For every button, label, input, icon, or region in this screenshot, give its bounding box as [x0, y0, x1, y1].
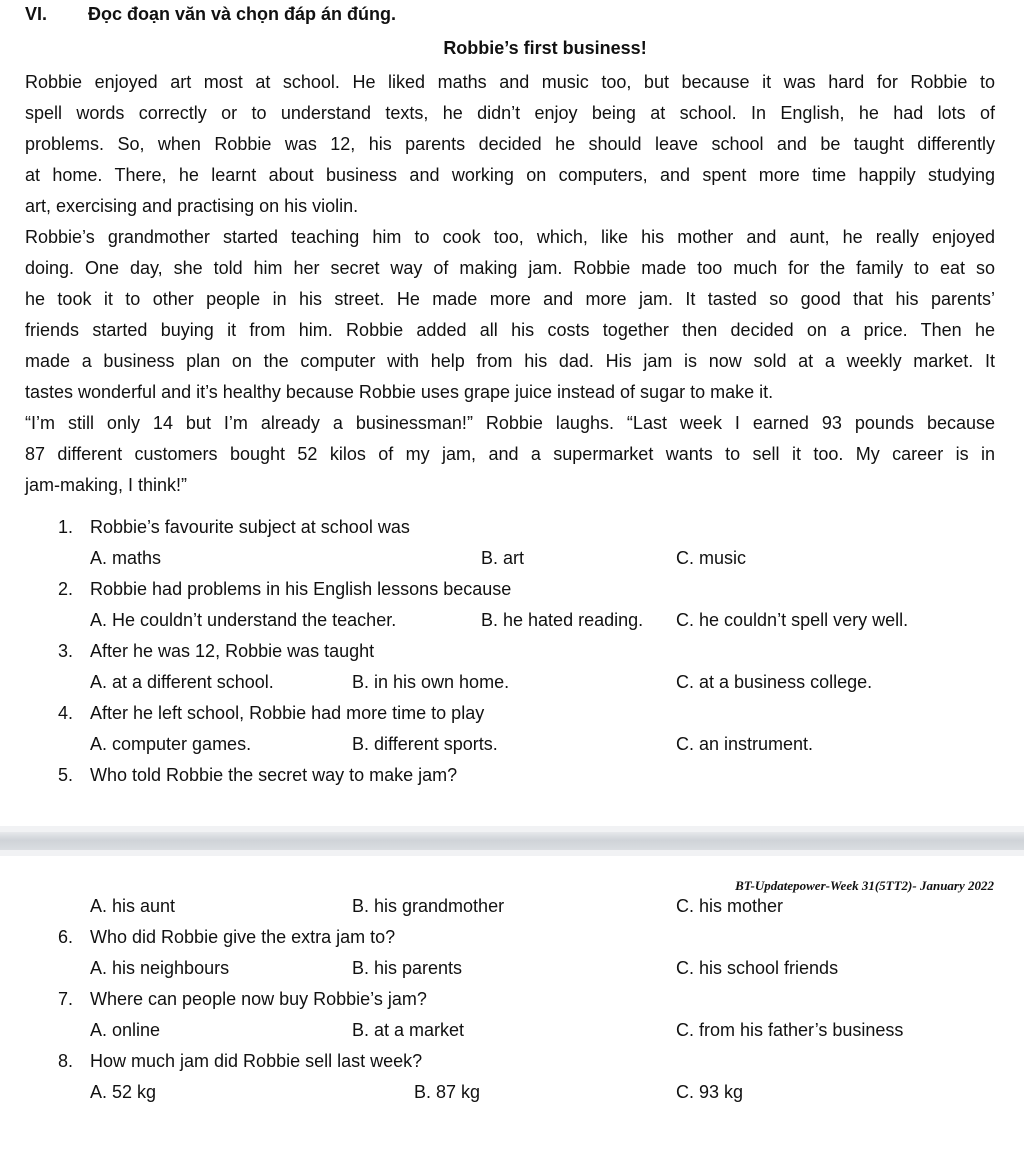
passage-line: doing. One day, she told him her secret way of making jam. Robbie made too much for the family to eat so [25, 258, 995, 278]
option-b: B. art [481, 548, 525, 568]
option-b: B. 87 kg [414, 1082, 481, 1102]
option-b: B. different sports. [352, 734, 498, 754]
passage-line: made a business plan on the computer with help from his dad. His jam is now sold at a weekly market. It [25, 351, 995, 371]
passage-line: he took it to other people in his street. He made more and more jam. It tasted so good that his parents’ [25, 289, 995, 309]
question-text: Robbie’s favourite subject at school was [90, 517, 410, 537]
option-c: C. music [676, 548, 747, 568]
question-number: 4. [58, 703, 74, 723]
option-b: B. his grandmother [352, 896, 505, 916]
passage-line: friends started buying it from him. Robbie added all his costs together then decided on a price. Then he [25, 320, 995, 340]
option-c: C. he couldn’t spell very well. [676, 610, 909, 630]
question-number: 7. [58, 989, 74, 1009]
passage-line: “I’m still only 14 but I’m already a businessman!” Robbie laughs. “Last week I earned 93 pounds because [25, 413, 995, 433]
question-number: 8. [58, 1051, 74, 1071]
question-text: Who told Robbie the secret way to make jam? [90, 765, 458, 785]
option-a: A. computer games. [90, 734, 252, 754]
question-text: After he was 12, Robbie was taught [90, 641, 375, 661]
option-c: C. his mother [676, 896, 784, 916]
question-text: Robbie had problems in his English lessons because [90, 579, 512, 599]
passage-line: Robbie’s grandmother started teaching him to cook too, which, like his mother and aunt, he really enjoyed [25, 227, 995, 247]
question-number: 2. [58, 579, 74, 599]
option-a: A. maths [90, 548, 162, 568]
question-number: 3. [58, 641, 74, 661]
option-b: B. in his own home. [352, 672, 510, 692]
option-c: C. 93 kg [676, 1082, 744, 1102]
passage-line: art, exercising and practising on his violin. [25, 196, 359, 216]
option-b: B. his parents [352, 958, 463, 978]
passage-title: Robbie’s first business! [443, 38, 647, 58]
passage-line: problems. So, when Robbie was 12, his parents decided he should leave school and be taught differently [25, 134, 995, 154]
option-a: A. his neighbours [90, 958, 230, 978]
option-a: A. online [90, 1020, 161, 1040]
question-text: Who did Robbie give the extra jam to? [90, 927, 396, 947]
option-c: C. an instrument. [676, 734, 814, 754]
question-text: How much jam did Robbie sell last week? [90, 1051, 423, 1071]
option-a: A. 52 kg [90, 1082, 157, 1102]
page-divider [0, 832, 1024, 850]
question-number: 6. [58, 927, 74, 947]
passage-line: at home. There, he learnt about business and working on computers, and spent more time happily studying [25, 165, 995, 185]
passage-line: jam-making, I think!” [25, 475, 188, 495]
passage-line: spell words correctly or to understand texts, he didn’t enjoy being at school. In English, he had lots of [25, 103, 995, 123]
question-number: 1. [58, 517, 74, 537]
option-c: C. from his father’s business [676, 1020, 904, 1040]
passage-line: tastes wonderful and it’s healthy because Robbie uses grape juice instead of sugar to make it. [25, 382, 774, 402]
question-text: After he left school, Robbie had more time to play [90, 703, 485, 723]
footer-note: BT-Updatepower-Week 31(5TT2)- January 2022 [735, 878, 994, 893]
option-b: B. he hated reading. [481, 610, 644, 630]
passage-line: Robbie enjoyed art most at school. He liked maths and music too, but because it was hard for Robbie to [25, 72, 995, 92]
option-b: B. at a market [352, 1020, 465, 1040]
option-c: C. at a business college. [676, 672, 873, 692]
question-number: 5. [58, 765, 74, 785]
section-number: VI. [25, 4, 48, 24]
section-instruction: Đọc đoạn văn và chọn đáp án đúng. [88, 4, 397, 24]
option-a: A. his aunt [90, 896, 176, 916]
option-a: A. He couldn’t understand the teacher. [90, 610, 397, 630]
option-c: C. his school friends [676, 958, 839, 978]
question-text: Where can people now buy Robbie’s jam? [90, 989, 427, 1009]
passage-line: 87 different customers bought 52 kilos of my jam, and a supermarket wants to sell it too. My career is in [25, 444, 995, 464]
option-a: A. at a different school. [90, 672, 274, 692]
